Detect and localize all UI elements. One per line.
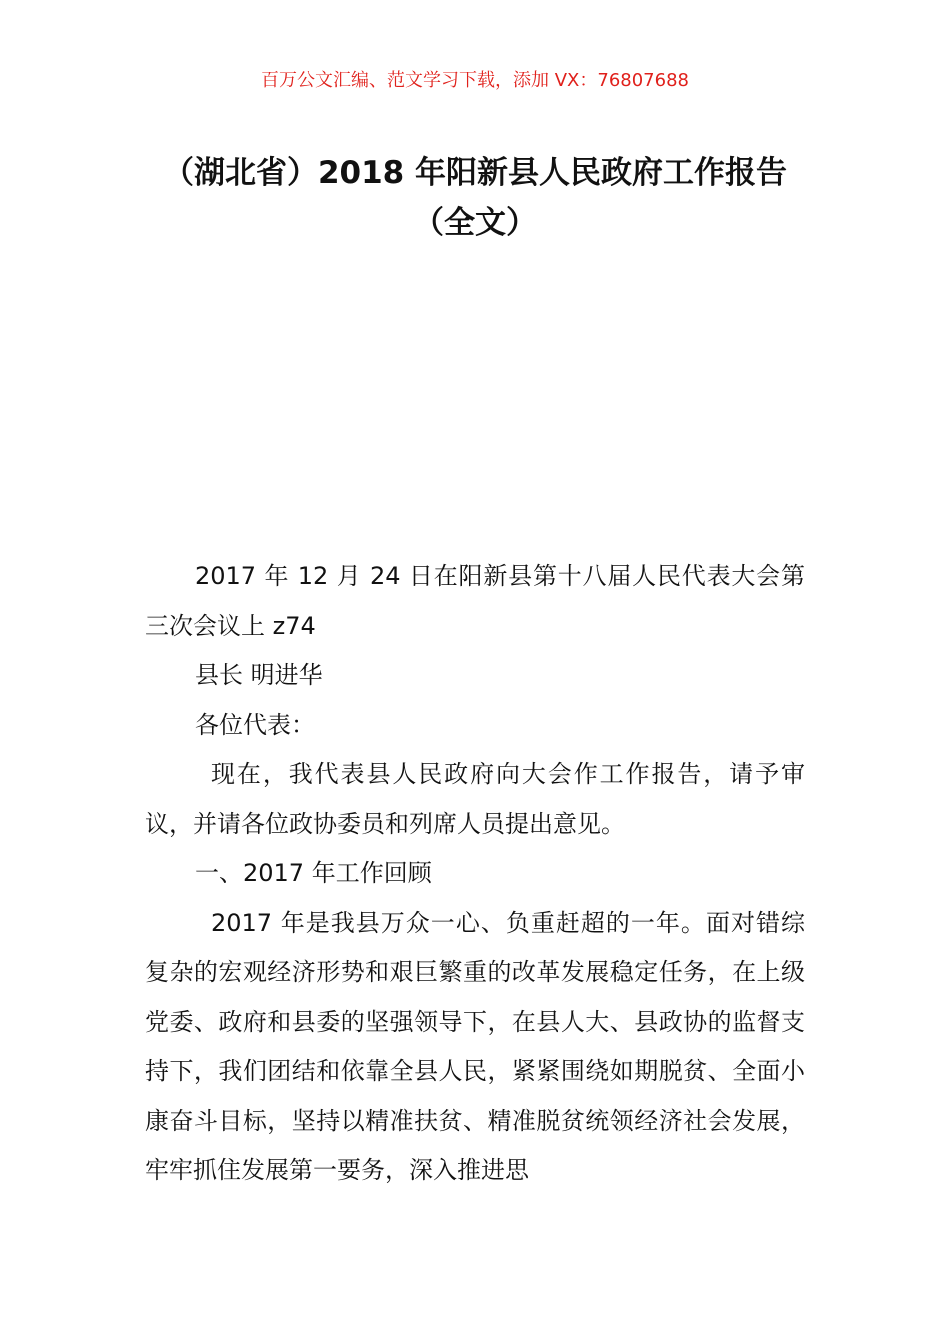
section-heading: 一、2017 年工作回顾 <box>195 859 432 887</box>
header-note: 百万公文汇编、范文学习下载，添加 VX：76807688 <box>261 70 689 91</box>
salutation: 各位代表： <box>195 710 315 739</box>
opening-paragraph: 现在，我代表县人民政府向大会作工作报告，请予审议，并请各位政协委员和列席人员提出意见。 <box>145 760 805 838</box>
speaker-line: 县长 明进华 <box>195 661 323 689</box>
meeting-line: 2017 年 12 月 24 日在阳新县第十八届人民代表大会第三次会议上 z74 <box>145 562 805 640</box>
review-paragraph: 2017 年是我县万众一心、负重赶超的一年。面对错综复杂的宏观经济形势和艰巨繁重的改革发展稳定任务，在上级党委、政府和县委的坚强领导下，在县人大、县政协的监督支持下，我们团结和依靠全县人民，紧紧围绕如期脱贫、全面小康奋斗目标，坚持以精准扶贫、精准脱贫统领经济社会发展，牢牢抓住发展第一要务，深入推进思 <box>145 908 805 1184</box>
document-title: （湖北省）2018 年阳新县人民政府工作报告（全文） <box>162 155 788 241</box>
document-body <box>145 552 805 1196</box>
